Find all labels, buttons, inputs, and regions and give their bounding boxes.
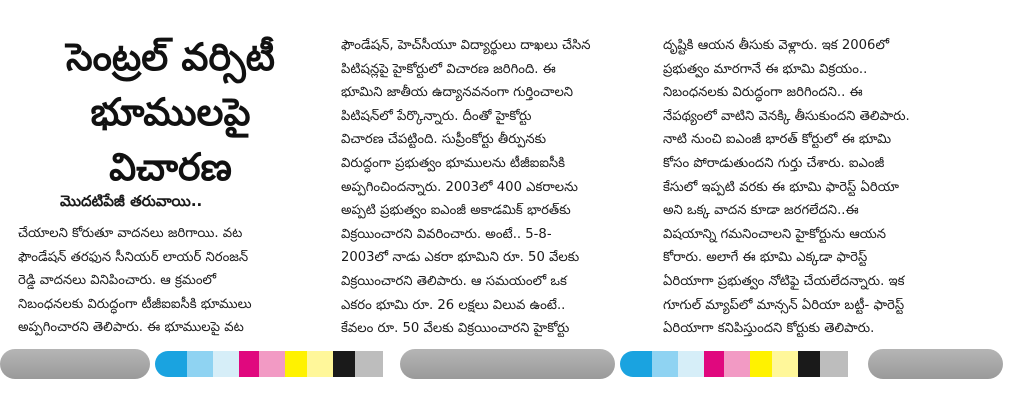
- text-line: ప్రభుత్వం మారగానే ఈ భూమి విక్రయం..: [663, 61, 868, 77]
- text-line: విరుద్ధంగా ప్రభుత్వం భూములను టీజీఐఐసీకి: [341, 155, 566, 171]
- text-line: విక్రయించారని తెలిపారు. ఆ సమయంలో ఒక: [341, 273, 567, 289]
- color-swatch: [798, 351, 820, 377]
- color-swatch: [678, 351, 704, 377]
- color-swatch: [155, 351, 187, 377]
- text-line: నాటి నుంచి ఐఎంజీ భారత్ కోర్టులో ఈ భూమి: [663, 132, 892, 148]
- text-line: భూమిని జాతీయ ఉద్యానవనంగా గుర్తించాలని: [341, 85, 574, 101]
- color-swatch: [772, 351, 798, 377]
- color-swatch: [652, 351, 678, 377]
- text-line: 2003లో నాడు ఎకరా భూమిని రూ. 50 వేలకు: [341, 250, 580, 266]
- text-line: నిబంధనలకు విరుద్ధంగా జరిగిందని.. ఈ: [663, 85, 863, 101]
- continuation-dateline: మొదటిపేజీ తరువాయి..: [60, 192, 203, 210]
- color-swatch: [187, 351, 213, 377]
- color-swatch: [820, 351, 848, 377]
- color-swatch: [355, 351, 383, 377]
- color-swatch: [750, 351, 772, 377]
- color-swatch: [724, 351, 750, 377]
- text-line: ఎకరం భూమి రూ. 26 లక్షలు విలువ ఉంటే..: [341, 297, 566, 313]
- text-line: విక్రయించారని వివరించారు. అంటే.. 5-8-: [341, 226, 552, 242]
- color-swatch: [213, 351, 239, 377]
- text-line: అప్పగించిందన్నారు. 2003లో 400 ఎకరాలను: [341, 179, 578, 195]
- color-swatch: [285, 351, 307, 377]
- text-line: కోసం పోరాడుతుందని గుర్తు చేశారు. ఐఎంజీ: [663, 155, 885, 171]
- color-swatch: [239, 351, 259, 377]
- text-line: గూగుల్ మ్యాప్‌లో మాన్సన్ ఏరియా బట్టీ- ఫారెస్ట్: [663, 297, 905, 313]
- color-swatch: [704, 351, 724, 377]
- color-swatch: [259, 351, 285, 377]
- text-line: నిబంధనలకు విరుద్ధంగా టీజీఐఐసీకి భూములు: [18, 296, 252, 312]
- text-line: ఫౌండేషన్, హెచ్‌సీయూ విద్యార్థులు దాఖలు చేసిన: [341, 38, 591, 53]
- color-swatch: [620, 351, 652, 377]
- text-line: పిటిషన్లపై హైకోర్టులో విచారణ జరిగింది. ఈ: [341, 61, 556, 77]
- color-swatch: [333, 351, 355, 377]
- registration-bar: [0, 349, 150, 379]
- text-line: ఫౌండేషన్ తరఫున సీనియర్ లాయర్ నిరంజన్: [18, 249, 249, 265]
- color-swatch-strip: [155, 351, 383, 377]
- text-line: నేపథ్యంలో వాటిని వెనక్కి తీసుకుందని తెలిపారు.: [663, 108, 910, 124]
- article-column-1: [18, 222, 320, 340]
- article-column-2: [341, 34, 641, 341]
- headline-line-3: విచారణ: [109, 145, 232, 189]
- text-line: ఏరియాగా కనిపిస్తుందని కోర్టుకు తెలిపారు.: [663, 321, 875, 337]
- color-swatch-strip: [620, 351, 848, 377]
- text-line: పిటిషన్‌లో పేర్కొన్నారు. దీంతో హైకోర్టు: [341, 108, 532, 124]
- text-line: కోరారు. అలాగే ఈ భూమి ఎక్కడా ఫారెస్ట్: [663, 250, 868, 266]
- text-line: విచారణ చేపట్టింది. సుప్రీంకోర్టు తీర్పునకు: [341, 132, 547, 148]
- article-column-3: [663, 34, 983, 341]
- color-swatch: [307, 351, 333, 377]
- headline: [28, 30, 313, 195]
- headline-line-2: భూములపై: [90, 90, 251, 134]
- text-line: అని ఒక్క వాదన కూడా జరగలేదని..ఈ: [663, 203, 859, 219]
- text-line: కేసులో ఇప్పటి వరకు ఈ భూమి ఫారెస్ట్ ఏరియా: [663, 179, 899, 195]
- text-line: చేయాలని కోరుతూ వాదనలు జరిగాయి. వట: [18, 226, 243, 241]
- text-line: ఏరియాగా ప్రభుత్వం నోటిఫై చేయలేదన్నారు. ఇక: [663, 273, 905, 289]
- text-line: కేవలం రూ. 50 వేలకు విక్రయించారని హైకోర్టు: [341, 321, 570, 337]
- text-line: విషయాన్ని గమనించాలని హైకోర్టును ఆయన: [663, 226, 886, 242]
- text-line: దృష్టికి ఆయన తీసుకు వెళ్లారు. ఇక 2006లో: [663, 38, 890, 53]
- text-line: అప్పటి ప్రభుత్వం ఐఎంజీ అకాడమిక్ భారత్‌కు: [341, 203, 571, 219]
- headline-line-1: సెంట్రల్ వర్సిటీ: [65, 35, 275, 79]
- registration-bar: [400, 349, 615, 379]
- registration-bar: [868, 349, 1003, 379]
- text-line: అప్పగించారని తెలిపారు. ఈ భూములపై వట: [18, 320, 244, 336]
- text-line: రెడ్డి వాదనలు వినిపించారు. ఆ క్రమంలో: [18, 273, 217, 289]
